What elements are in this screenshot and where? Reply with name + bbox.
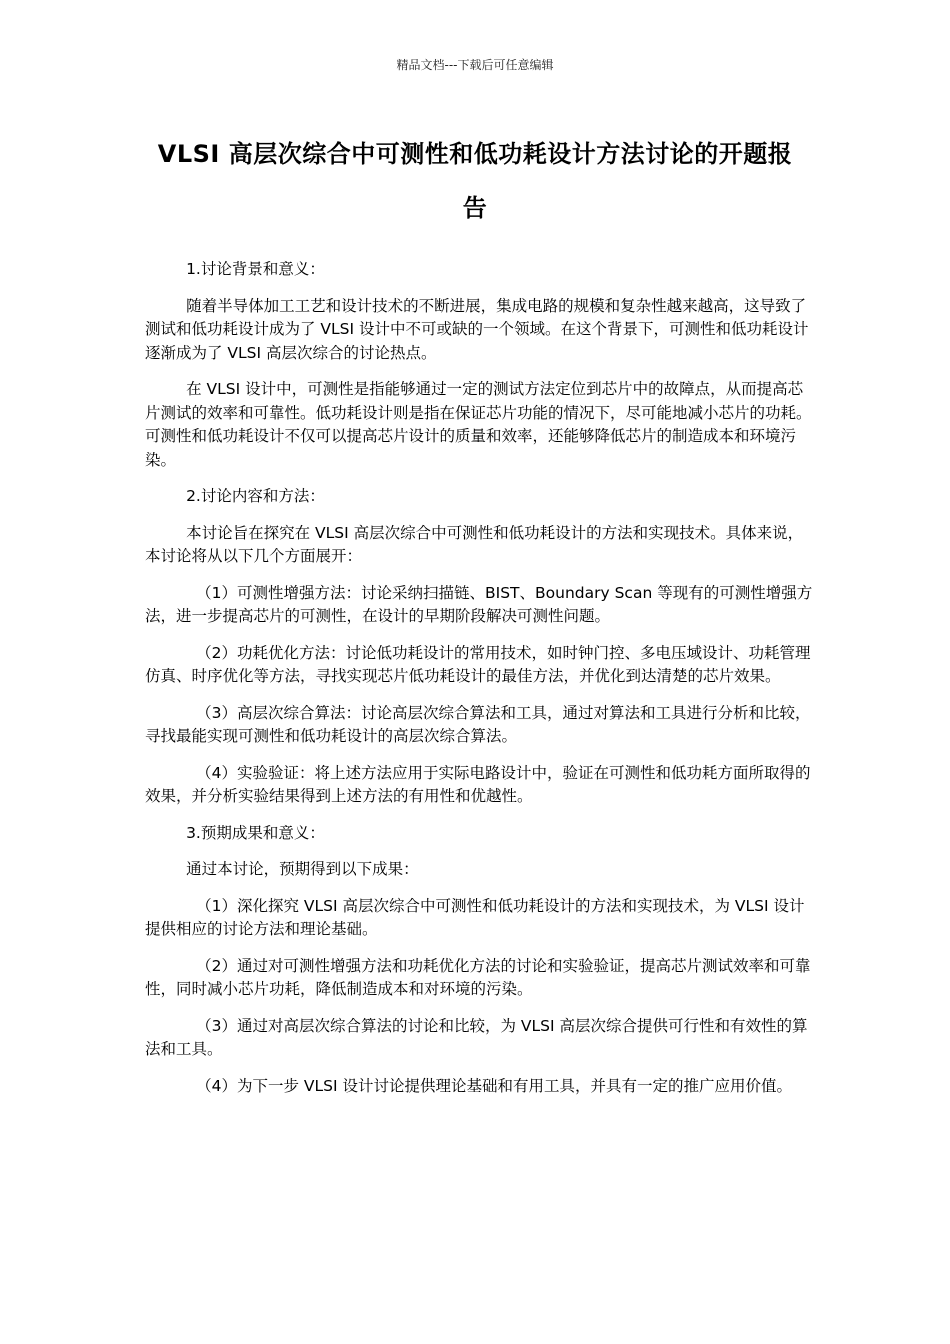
title-line: 告 <box>462 194 488 222</box>
list-item: （1）可测性增强方法：讨论采纳扫描链、BIST、Boundary Scan 等现有的可测性增强方法，进一步提高芯片的可测性，在设计的早期阶段解决可测性问题。 <box>145 583 813 625</box>
paragraph: 通过本讨论，预期得到以下成果： <box>186 860 419 878</box>
document-title <box>140 134 810 228</box>
list-item: （1）深化探究 VLSI 高层次综合中可测性和低功耗设计的方法和实现技术，为 VLSI 设计提供相应的讨论方法和理论基础。 <box>145 896 805 938</box>
paragraph: 随着半导体加工工艺和设计技术的不断进展，集成电路的规模和复杂性越来越高，这导致了测试和低功耗设计成为了 VLSI 设计中不可或缺的一个领域。在这个背景下，可测性和低功耗设计逐渐成为了 VLSI 高层次综合的讨论热点。 <box>145 296 809 362</box>
section-heading-background: 1.讨论背景和意义： <box>186 260 325 278</box>
section-heading-expected-results: 3.预期成果和意义： <box>186 823 325 842</box>
header-note: 精品文档---下载后可任意编辑 <box>396 58 554 72</box>
list-item: （3）通过对高层次综合算法的讨论和比较，为 VLSI 高层次综合提供可行性和有效性的算法和工具。 <box>145 1016 808 1058</box>
list-item: （2）通过对可测性增强方法和功耗优化方法的讨论和实验验证，提高芯片测试效率和可靠性，同时减小芯片功耗，降低制造成本和对环境的污染。 <box>145 956 811 998</box>
list-item: （2）功耗优化方法：讨论低功耗设计的常用技术，如时钟门控、多电压域设计、功耗管理仿真、时序优化等方法，寻找实现芯片低功耗设计的最佳方法，并优化到达清楚的芯片效果。 <box>145 643 811 685</box>
paragraph: 在 VLSI 设计中，可测性是指能够通过一定的测试方法定位到芯片中的故障点，从而提高芯片测试的效率和可靠性。低功耗设计则是指在保证芯片功能的情况下，尽可能地减小芯片的功耗。可测性和低功耗设计不仅可以提高芯片设计的质量和效率，还能够降低芯片的制造成本和环境污染。 <box>145 380 812 469</box>
list-item: （4）实验验证：将上述方法应用于实际电路设计中，验证在可测性和低功耗方面所取得的效果，并分析实验结果得到上述方法的有用性和优越性。 <box>145 763 811 805</box>
section-heading-content-method: 2.讨论内容和方法： <box>186 487 325 505</box>
paragraph: 本讨论旨在探究在 VLSI 高层次综合中可测性和低功耗设计的方法和实现技术。具体来说，本讨论将从以下几个方面展开： <box>145 523 804 565</box>
document-body <box>145 258 813 1111</box>
list-item: （4）为下一步 VLSI 设计讨论提供理论基础和有用工具，并具有一定的推广应用价值。 <box>196 1076 793 1095</box>
list-item: （3）高层次综合算法：讨论高层次综合算法和工具，通过对算法和工具进行分析和比较，寻找最能实现可测性和低功耗设计的高层次综合算法。 <box>145 703 811 745</box>
title-line: VLSI 高层次综合中可测性和低功耗设计方法讨论的开题报 <box>157 140 793 168</box>
